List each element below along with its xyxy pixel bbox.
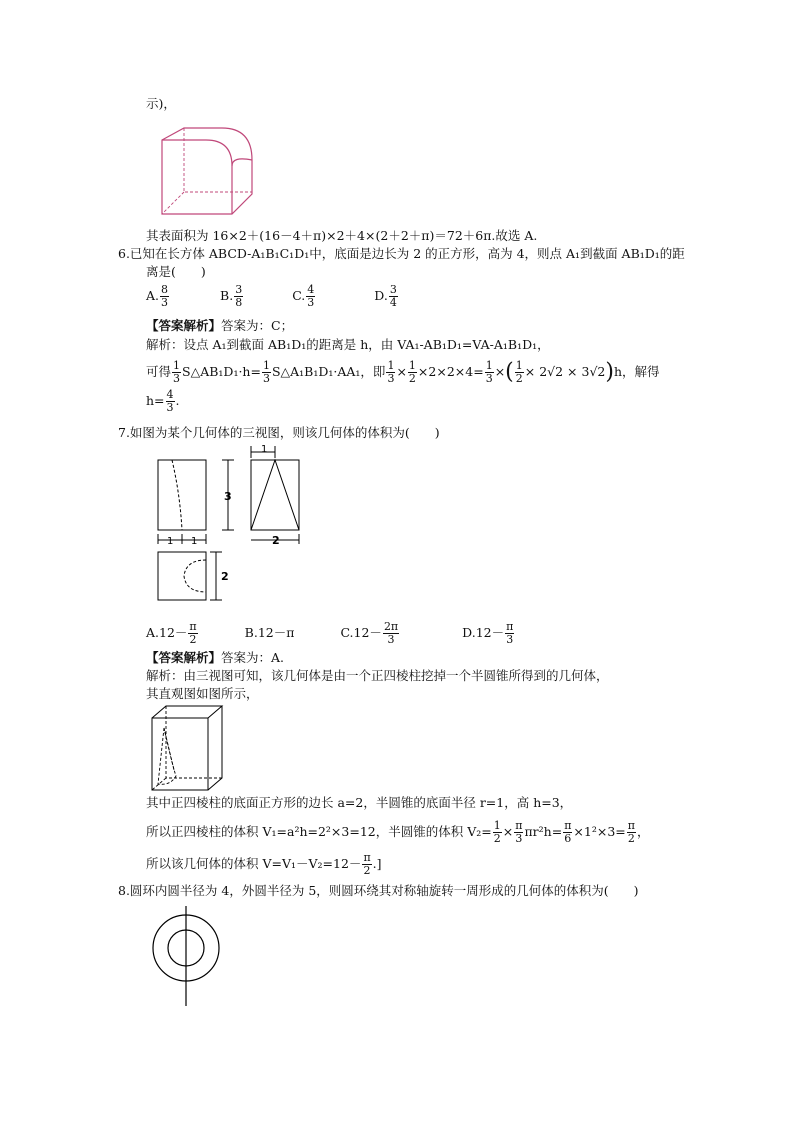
solution-6-line-1: 解析：设点 A₁到截面 AB₁D₁的距离是 h，由 VA₁-AB₁D₁=VA-A₁B₁D₁，: [146, 337, 550, 352]
option-c[interactable]: C. $\frac{4}{3}$: [292, 283, 315, 309]
answer-line-7: 【答案解析】答案为：A.: [146, 650, 285, 665]
option-c[interactable]: C.12－ $\frac{2\pi}{3}$: [340, 620, 399, 646]
question-6-line-1: 6.已知在长方体 ABCD-A₁B₁C₁D₁中，底面是边长为 2 的正方形，高为 4，则点 A₁到截面 AB₁D₁的距: [118, 246, 685, 261]
dim-2-label: 2: [272, 534, 280, 547]
solid-perspective-figure: [150, 704, 226, 792]
top-view: [158, 552, 206, 600]
front-view: [158, 460, 206, 530]
option-a[interactable]: A. $\frac{8}{3}$: [146, 283, 169, 309]
solution-7-line-1: 解析：由三视图可知，该几何体是由一个正四棱柱挖掉一个半圆锥所得到的几何体，: [146, 668, 609, 683]
solution-6-line-3: h= $\frac{4}{3}$ .: [146, 388, 180, 414]
dim-2b-label: 2: [221, 570, 229, 583]
dim-1c-label: 1: [191, 536, 198, 547]
question-7-title: 7.如图为某个几何体的三视图，则该几何体的体积为( ): [118, 425, 440, 440]
option-b[interactable]: B.12－π: [244, 625, 295, 640]
answer-line-6: 【答案解析】答案为：C；: [146, 318, 294, 333]
annulus-figure: [150, 904, 222, 1008]
question-6-line-2: 离是( ): [146, 264, 206, 279]
solution-6-line-2: 可得 $\frac{1}{3}$ S△AB₁D₁·h= $\frac{1}{3}$ S△A₁B₁D₁·AA₁，即 $\frac{1}{3}$ × $\frac{1}{2}$ ×2×2×4= $\frac{1}{3}$ ×( $\frac{1}{2}$ × 2√2 × 3√2)h，解得: [146, 359, 660, 385]
solution-7-line-2: 其直观图如图所示，: [146, 686, 259, 701]
surface-area-line: 其表面积为 16×2＋(16－4＋π)×2＋4×(2＋2＋π)＝72＋6π.故选 A.: [146, 228, 538, 243]
dim-1b-label: 1: [167, 536, 174, 547]
option-b[interactable]: B. $\frac{3}{8}$: [220, 283, 243, 309]
question-6-options: [146, 284, 433, 309]
option-d[interactable]: D.12－ $\frac{\pi}{3}$: [462, 620, 514, 646]
question-8-title: 8.圆环内圆半径为 4，外圆半径为 5，则圆环绕其对称轴旋转一周形成的几何体的体积为( ): [118, 883, 639, 898]
solution-7-line-5: 所以该几何体的体积 V=V₁－V₂=12－ $\frac{\pi}{2}$ .]: [146, 851, 382, 877]
dim-1-label: 1: [261, 444, 268, 455]
rounded-cube-figure: [160, 126, 256, 218]
option-d[interactable]: D. $\frac{3}{4}$: [374, 283, 397, 309]
question-7-options: [146, 621, 549, 646]
side-view: [251, 460, 299, 530]
option-a[interactable]: A.12－ $\frac{\pi}{2}$: [146, 620, 197, 646]
solution-7-line-4: 所以正四棱柱的体积 V₁=a²h=2²×3=12，半圆锥的体积 V₂= $\frac{1}{2}$ × $\frac{\pi}{3}$ πr²h= $\frac{\pi}{6}$ ×1²×3= $\frac{\pi}{2}$ ，: [146, 819, 650, 845]
three-view-diagram: [150, 444, 310, 604]
solution-7-line-3: 其中正四棱柱的底面正方形的边长 a=2，半圆锥的底面半径 r=1，高 h=3，: [146, 795, 573, 810]
dim-3-label: 3: [224, 490, 232, 503]
text-fragment: 示)，: [146, 96, 176, 111]
